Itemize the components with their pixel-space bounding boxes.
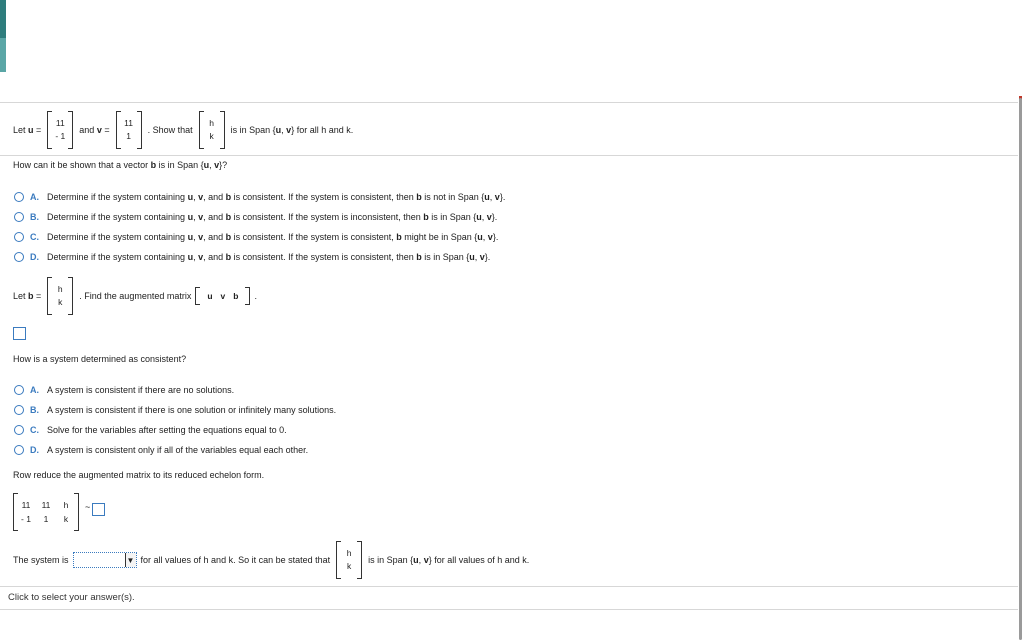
q2-option-d[interactable] bbox=[14, 445, 308, 455]
let-u-label: Let u = bbox=[13, 125, 42, 135]
radio-button[interactable] bbox=[14, 212, 24, 222]
hk-vector bbox=[199, 111, 225, 149]
u-vector bbox=[47, 111, 73, 149]
left-accent-bar-dark bbox=[0, 0, 6, 38]
v-entry-2: 1 bbox=[126, 131, 131, 141]
question2-label: How is a system determined as consistent? bbox=[13, 354, 187, 364]
option-text: Determine if the system containing u, v, and b is consistent. If the system is consistent, then b is in Span {u, v}. bbox=[47, 252, 491, 262]
option-text: Determine if the system containing u, v, and b is consistent. If the system is consistent, then b is not in Span {u, v}. bbox=[47, 192, 506, 202]
q2-option-c[interactable] bbox=[14, 425, 287, 435]
matrix-cell: k bbox=[63, 514, 69, 524]
v-entry-1: 11 bbox=[124, 118, 133, 128]
matrix-cell: 11 bbox=[21, 500, 31, 510]
radio-button[interactable] bbox=[14, 425, 24, 435]
divider-top bbox=[0, 102, 1018, 103]
option-letter: B. bbox=[30, 212, 39, 222]
let-b-label: Let b = bbox=[13, 291, 42, 301]
matrix-grid bbox=[20, 498, 72, 526]
option-letter: A. bbox=[30, 385, 39, 395]
radio-button[interactable] bbox=[14, 252, 24, 262]
conclusion-middle: for all values of h and k. So it can be stated that bbox=[140, 555, 331, 565]
matrix-cell: 11 bbox=[41, 500, 51, 510]
conclusion bbox=[13, 541, 529, 579]
conclusion-suffix: is in Span {u, v} for all values of h and k. bbox=[368, 555, 530, 565]
q1-option-c[interactable] bbox=[14, 232, 498, 242]
matrix-v: v bbox=[220, 291, 226, 301]
augmented-matrix-answer-box[interactable] bbox=[13, 327, 26, 340]
matrix-cell: - 1 bbox=[21, 514, 31, 524]
option-letter: A. bbox=[30, 192, 39, 202]
matrix-b: b bbox=[233, 291, 239, 301]
reduced-matrix-answer-box[interactable] bbox=[92, 503, 105, 516]
divider-problem bbox=[0, 155, 1018, 156]
option-text: A system is consistent if there is one solution or infinitely many solutions. bbox=[47, 405, 337, 415]
q1-option-d[interactable] bbox=[14, 252, 490, 262]
divider-footer bbox=[0, 586, 1018, 587]
augmented-prompt bbox=[13, 277, 257, 315]
option-text: Determine if the system containing u, v, and b is consistent. If the system is consistent, b might be in Span {u, v}. bbox=[47, 232, 499, 242]
hk-entry-1: h bbox=[346, 548, 352, 558]
hk-entry-2: k bbox=[347, 561, 352, 571]
divider-bottom bbox=[0, 609, 1018, 610]
augmented-matrix-display bbox=[13, 493, 79, 531]
find-augmented-label: . Find the augmented matrix bbox=[79, 291, 192, 301]
hk-entry-2: k bbox=[209, 131, 214, 141]
row-reduce-label: Row reduce the augmented matrix to its reduced echelon form. bbox=[13, 470, 265, 480]
radio-button[interactable] bbox=[14, 405, 24, 415]
span-statement: is in Span {u, v} for all h and k. bbox=[230, 125, 354, 135]
hk-entry-1: h bbox=[209, 118, 214, 128]
option-letter: C. bbox=[30, 425, 39, 435]
matrix-cell: 1 bbox=[43, 514, 49, 524]
row-reduce-text bbox=[13, 470, 264, 480]
b-entry-1: h bbox=[57, 284, 63, 294]
option-text: A system is consistent if there are no solutions. bbox=[47, 385, 235, 395]
option-text: Solve for the variables after setting the equations equal to 0. bbox=[47, 425, 287, 435]
radio-button[interactable] bbox=[14, 385, 24, 395]
problem-statement bbox=[13, 111, 353, 149]
footer-instruction: Click to select your answer(s). bbox=[8, 592, 135, 603]
period: . bbox=[254, 291, 257, 301]
row-reduce-work bbox=[13, 493, 105, 531]
and-v-label: and v = bbox=[79, 125, 110, 135]
tilde: ~ bbox=[85, 502, 91, 512]
show-that-label: . Show that bbox=[147, 125, 193, 135]
conclusion-prefix: The system is bbox=[13, 555, 69, 565]
option-text: A system is consistent only if all of the variables equal each other. bbox=[47, 445, 309, 455]
question1-text bbox=[13, 160, 227, 170]
v-vector bbox=[116, 111, 142, 149]
q1-option-a[interactable] bbox=[14, 192, 505, 202]
q2-option-a[interactable] bbox=[14, 385, 234, 395]
scrollbar[interactable] bbox=[1019, 98, 1022, 640]
dropdown-arrow-icon[interactable]: ▼ bbox=[125, 553, 136, 567]
augmented-matrix-notation bbox=[195, 287, 250, 305]
radio-button[interactable] bbox=[14, 192, 24, 202]
matrix-cell: h bbox=[63, 500, 69, 510]
q1-option-b[interactable] bbox=[14, 212, 497, 222]
question1-label: How can it be shown that a vector b is in Span {u, v}? bbox=[13, 160, 228, 170]
q2-option-b[interactable] bbox=[14, 405, 336, 415]
radio-button[interactable] bbox=[14, 232, 24, 242]
b-entry-2: k bbox=[58, 297, 63, 307]
consistency-dropdown[interactable] bbox=[73, 552, 137, 568]
u-entry-1: 11 bbox=[55, 118, 65, 128]
option-letter: D. bbox=[30, 252, 39, 262]
matrix-u: u bbox=[207, 291, 213, 301]
b-vector bbox=[47, 277, 73, 315]
option-letter: B. bbox=[30, 405, 39, 415]
radio-button[interactable] bbox=[14, 445, 24, 455]
option-letter: C. bbox=[30, 232, 39, 242]
u-entry-2: - 1 bbox=[55, 131, 66, 141]
question2-text bbox=[13, 354, 186, 364]
conclusion-hk-vector bbox=[336, 541, 362, 579]
option-letter: D. bbox=[30, 445, 39, 455]
option-text: Determine if the system containing u, v, and b is consistent. If the system is inconsistent, then b is in Span {u, v}. bbox=[47, 212, 498, 222]
